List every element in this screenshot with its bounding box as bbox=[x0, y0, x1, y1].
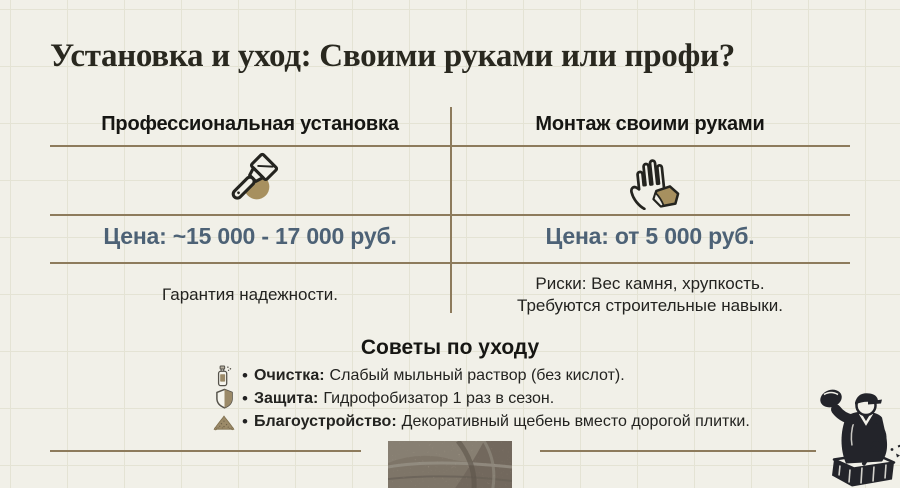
page-title: Установка и уход: Своими руками или профи? bbox=[50, 38, 735, 74]
bullet-marker: • bbox=[242, 411, 248, 431]
tip-label: Очистка: bbox=[254, 366, 325, 384]
tips-list bbox=[212, 364, 772, 433]
footer-rule-left bbox=[50, 450, 361, 452]
gravel-pile-icon bbox=[212, 413, 236, 431]
tip-item-cleaning bbox=[212, 364, 772, 387]
table-rule-top bbox=[50, 145, 850, 147]
tip-item-protection bbox=[212, 387, 772, 410]
paintbrush-icon bbox=[221, 152, 279, 210]
tip-text: Гидрофобизатор 1 раз в сезон. bbox=[323, 389, 555, 407]
tip-text: Слабый мыльный раствор (без кислот). bbox=[329, 366, 625, 384]
stone-texture-photo bbox=[388, 441, 512, 488]
note-diy bbox=[450, 271, 850, 319]
table-rule-middle bbox=[50, 214, 850, 216]
price-diy: Цена: от 5 000 руб. bbox=[545, 223, 755, 249]
bullet-marker: • bbox=[242, 365, 248, 385]
column-header-professional: Профессиональная установка bbox=[101, 113, 399, 135]
tip-text: Декоративный щебень вместо дорогой плитки. bbox=[401, 412, 750, 430]
tip-label: Благоустройство: bbox=[254, 412, 397, 430]
footer-rule-right bbox=[540, 450, 816, 452]
shield-icon bbox=[212, 388, 236, 409]
table-rule-bottom bbox=[50, 262, 850, 264]
price-professional: Цена: ~15 000 - 17 000 руб. bbox=[103, 223, 397, 249]
bullet-marker: • bbox=[242, 388, 248, 408]
professional-icon-cell bbox=[50, 150, 450, 212]
spray-bottle-icon bbox=[212, 365, 236, 387]
column-header-diy: Монтаж своими руками bbox=[535, 113, 765, 135]
note-line: Риски: Вес камня, хрупкость. bbox=[535, 274, 765, 293]
hand-with-stone-icon bbox=[620, 152, 680, 210]
tips-heading: Советы по уходу bbox=[360, 336, 540, 359]
tip-item-landscaping bbox=[212, 410, 772, 433]
stonemason-logo bbox=[806, 383, 900, 488]
diy-icon-cell bbox=[450, 150, 850, 212]
tip-label: Защита: bbox=[254, 389, 319, 407]
note-line: Гарантия надежности. bbox=[162, 285, 338, 304]
note-line: Требуются строительные навыки. bbox=[517, 296, 783, 315]
note-professional bbox=[50, 271, 450, 319]
